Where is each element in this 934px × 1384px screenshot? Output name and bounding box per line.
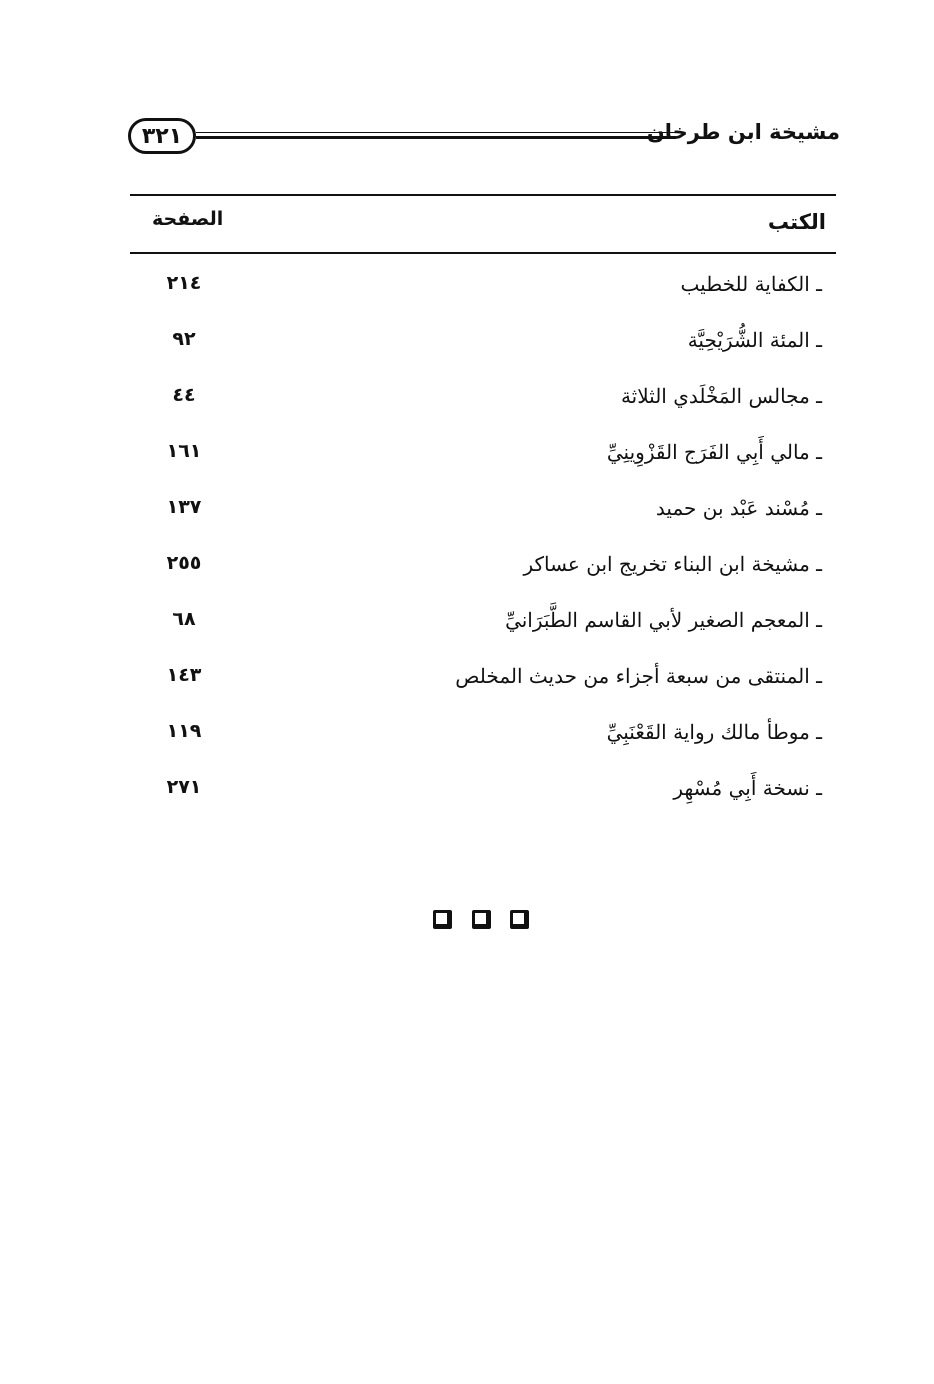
book-title: ـ مُسْند عَبْد بن حميد	[655, 496, 822, 520]
book-title: ـ موطأ مالك رواية القَعْنَبِيِّ	[606, 720, 822, 744]
page-ref: ٢٧١	[166, 776, 202, 798]
book-title: ـ المنتقى من سبعة أجزاء من حديث المخلص	[455, 664, 822, 688]
square-ornament-icon	[433, 910, 452, 929]
table-row	[130, 316, 836, 372]
header-rule-thin	[196, 132, 676, 133]
table-row	[130, 484, 836, 540]
book-title: ـ الكفاية للخطيب	[680, 272, 822, 296]
table-header	[130, 196, 836, 254]
table-row	[130, 372, 836, 428]
book-title: ـ نسخة أَبِي مُسْهِر	[673, 776, 822, 800]
book-title: ـ مشيخة ابن البناء تخريج ابن عساكر	[523, 552, 822, 576]
book-title: ـ مالي أَبِي الفَرَج القَزْوِينِيِّ	[606, 440, 822, 464]
column-header-books: الكتب	[767, 210, 826, 234]
square-ornament-icon	[510, 910, 529, 929]
table-row	[130, 708, 836, 764]
header-rule-thick	[196, 136, 676, 139]
header-rule	[196, 130, 676, 142]
table-row	[130, 260, 836, 316]
running-header	[128, 118, 840, 158]
page-ref: ١٣٧	[166, 496, 202, 518]
page-ref: ١٦١	[166, 440, 202, 462]
table-row	[130, 428, 836, 484]
table-row	[130, 652, 836, 708]
table-rows	[130, 254, 836, 820]
books-index-table	[130, 194, 836, 820]
book-title: ـ المعجم الصغير لأبي القاسم الطَّبَرَانيِّ	[505, 608, 822, 632]
page-ref: ٦٨	[172, 608, 196, 630]
page-ref: ١١٩	[166, 720, 202, 742]
page-ref: ٩٢	[172, 328, 196, 350]
table-row	[130, 540, 836, 596]
page-number: ٣٢١	[128, 118, 196, 154]
table-row	[130, 596, 836, 652]
book-title: ـ المئة الشُّرَيْحِيَّة	[687, 328, 822, 352]
running-title: مشيخة ابن طرخان	[646, 120, 840, 144]
table-row	[130, 764, 836, 820]
page-ref: ٤٤	[172, 384, 196, 406]
page-ref: ١٤٣	[166, 664, 202, 686]
end-of-section-ornament	[433, 910, 529, 934]
column-header-page: الصفحة	[152, 208, 224, 230]
square-ornament-icon	[472, 910, 491, 929]
page-ref: ٢١٤	[166, 272, 202, 294]
page-ref: ٢٥٥	[166, 552, 202, 574]
book-title: ـ مجالس المَخْلَدي الثلاثة	[620, 384, 822, 408]
